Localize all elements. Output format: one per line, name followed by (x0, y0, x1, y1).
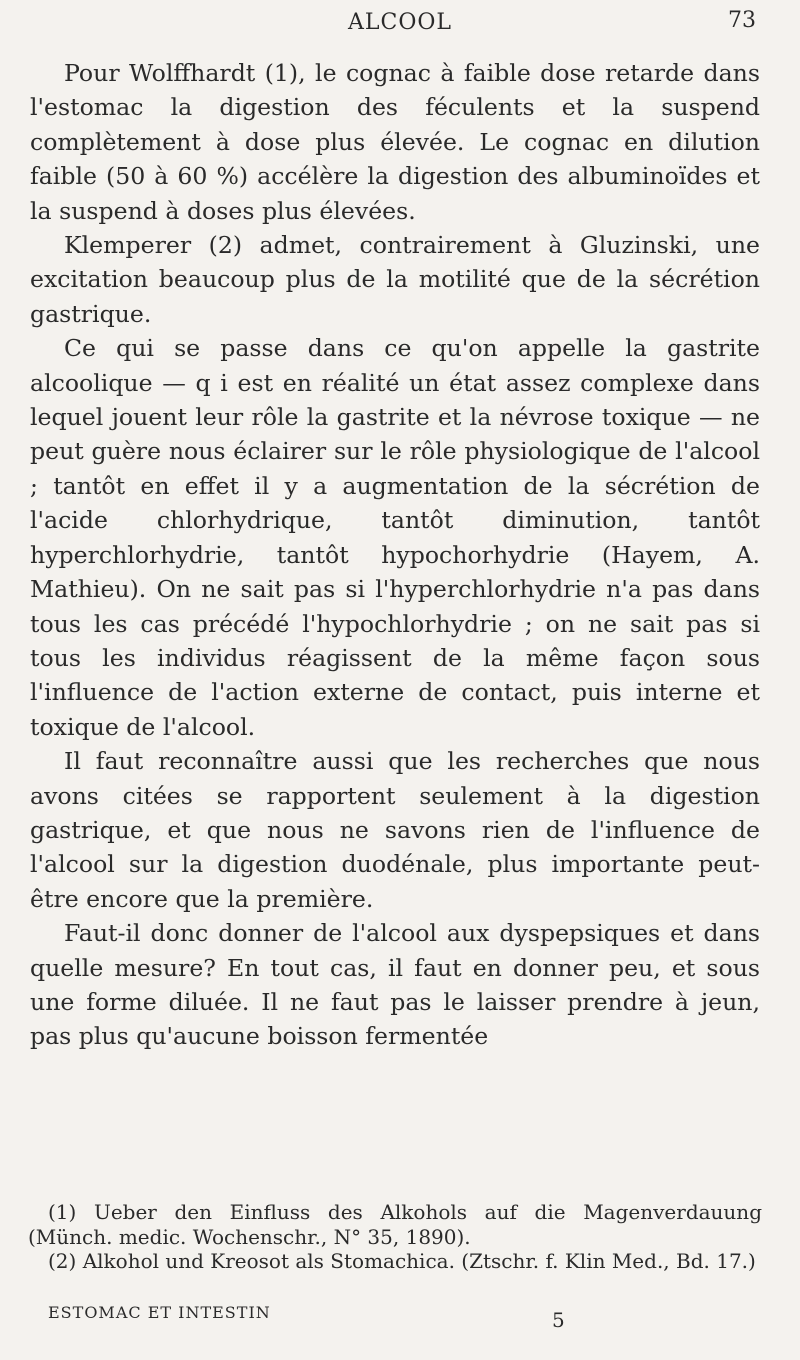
printer-signature: ESTOMAC ET INTESTIN (48, 1303, 271, 1322)
paragraph: Ce qui se passe dans ce qu'on appelle la gastrite alcoolique — q i est en réalité un état assez complexe dans lequel jouent leur rôle la gastrite et la névrose toxique — ne peut guère nous éclairer sur le rôle physiologique de l'alcool ; tantôt en effet il y a augmentation de la sécrétion de l'acide chlorhydrique, tantôt diminution, tantôt hyperchlorhydrie, tantôt hypochorhydrie (Hayem, A. Mathieu). On ne sait pas si l'hyperchlorhydrie n'a pas dans tous les cas précédé l'hypochlorhydrie ; on ne sait pas si tous les individus réagissent de la même façon sous l'influence de l'action externe de contact, puis interne et toxique de l'alcool. (30, 334, 760, 741)
paragraph: Il faut reconnaître aussi que les recherches que nous avons citées se rapportent seulement à la digestion gastrique, et que nous ne savons rien de l'influence de l'alcool sur la digestion duodénale, plus importante peut-être encore que la première. (30, 747, 760, 913)
paragraph: Klemperer (2) admet, contrairement à Gluzinski, une excitation beaucoup plus de la motilité que de la sécrétion gastrique. (30, 231, 760, 328)
running-title: ALCOOL (347, 10, 452, 35)
footnote: (1) Ueber den Einfluss des Alkohols auf die Magenverdauung (Münch. medic. Wochenschr., N° 35, 1890). (28, 1200, 762, 1249)
footnote: (2) Alkohol und Kreosot als Stomachica. (Ztschr. f. Klin Med., Bd. 17.) (48, 1249, 756, 1273)
sheet-number: 5 (552, 1308, 565, 1332)
page-number: 73 (728, 8, 756, 33)
paragraph: Faut-il donc donner de l'alcool aux dyspepsiques et dans quelle mesure? En tout cas, il faut en donner peu, et sous une forme diluée. Il ne faut pas le laisser prendre à jeun, pas plus qu'aucune boisson fermentée (30, 919, 760, 1051)
body-text (30, 56, 760, 1054)
paragraph: Pour Wolffhardt (1), le cognac à faible dose retarde dans l'estomac la digestion des féculents et la suspend complètement à dose plus élevée. Le cognac en dilution faible (50 à 60 %) accélère la digestion des albuminoïdes et la suspend à doses plus élevées. (30, 59, 760, 225)
footnotes (28, 1200, 762, 1274)
